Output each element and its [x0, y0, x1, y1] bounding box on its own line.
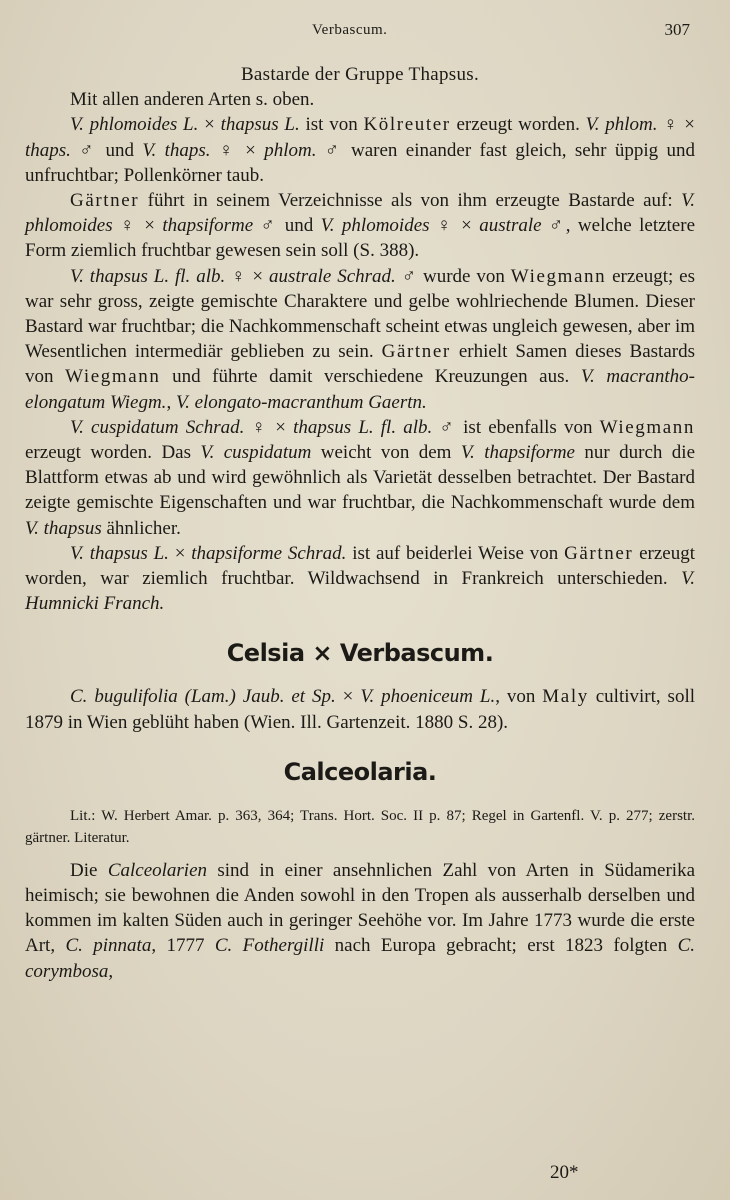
- taxon-name: V. phlomoides: [25, 190, 695, 237]
- taxon-name: australe: [479, 215, 542, 237]
- person-name: Wiegmann: [599, 416, 695, 438]
- taxon-name: thaps.: [25, 139, 71, 161]
- text-run: , von: [495, 686, 543, 708]
- running-title: Verbascum.: [312, 22, 388, 38]
- text-run: ♂ ist ebenfalls von: [432, 416, 600, 438]
- taxon-name: V. thapsus L. fl. alb.: [70, 265, 226, 287]
- text-run: Die: [70, 859, 108, 881]
- taxon-name: V. thapsiforme: [460, 442, 575, 464]
- taxon-name: thapsus L. fl. alb.: [293, 416, 433, 438]
- paragraph-calceolarien: [25, 858, 695, 984]
- text-run: erhielt Samen dieses Bastards von: [25, 341, 695, 388]
- taxon-name: V. cuspidatum Schrad.: [70, 416, 245, 438]
- text-run: ♂ und: [70, 139, 143, 161]
- paragraph-celsia: [25, 684, 695, 734]
- taxon-name: thapsiforme Schrad.: [191, 542, 347, 564]
- cross-sign: ×: [198, 114, 221, 136]
- taxon-name: Calceolarien: [107, 859, 208, 881]
- text-run: weicht von dem: [311, 442, 461, 464]
- text-run: ♂ waren einander fast gleich, sehr üppig und unfruchtbar; Pollenkörner taub.: [25, 139, 695, 186]
- paragraph-thapsus-australe: [25, 264, 695, 415]
- text-run: ist von: [299, 114, 364, 136]
- paragraph-phlomoides: [25, 112, 695, 188]
- taxon-name: thapsiforme: [162, 215, 254, 237]
- taxon-name: V. phoeniceum L.: [360, 686, 496, 708]
- text-run: erzeugt worden, war ziemlich fruchtbar. Wildwachsend in Frankreich unterschieden.: [25, 542, 696, 590]
- text-run: ähnlicher.: [101, 517, 181, 539]
- text-run: sind in einer ansehnlichen Zahl von Arten in Südamerika heimisch; sie bewohnen die Anden sowohl in den Tropen als ausserhalb derselben und kommen im kalten Süden auch in geringer Seehöhe vor. Im Jahre 1773 wurde die erste Art,: [25, 859, 696, 957]
- section-heading-calceolaria: Calceolaria.: [283, 757, 437, 786]
- text-run: ,: [108, 960, 114, 982]
- section-heading-thapsus: Bastarde der Gruppe Thapsus.: [240, 64, 480, 85]
- taxon-name: V. phlomoides: [320, 215, 430, 237]
- taxon-name: V. thaps.: [142, 139, 211, 161]
- taxon-name: C. bugulifolia (Lam.) Jaub. et Sp.: [70, 686, 336, 708]
- text-run: erzeugt worden.: [450, 114, 586, 136]
- taxon-name: V. elongato-macranthum Gaertn.: [175, 391, 427, 413]
- taxon-name: V. macrantho-elongatum Wiegm.: [25, 366, 696, 413]
- taxon-name: V. cuspidatum: [200, 442, 312, 464]
- text-run: cultivirt, soll 1879 in Wien geblüht haben (Wien. Ill. Gartenzeit. 1880 S. 28).: [25, 686, 696, 733]
- text-run: erzeugt worden. Das: [25, 442, 201, 464]
- taxon-name: thapsus L.: [220, 114, 300, 136]
- text-run: nur durch die Blattform etwas ab und wird gewöhnlich als Varietät desselben betrachtet. Der Bastard zeigte gemischte Eigenschaften und war fruchtbar, die Nachkommenschaft wurde dem: [25, 442, 696, 514]
- text-run: ♂, welche letztere Form ziemlich fruchtbar gewesen sein soll (S. 388).: [25, 215, 696, 262]
- taxon-name: V. thapsus: [25, 517, 102, 539]
- text-run: ♀ ×: [429, 215, 480, 237]
- person-name: Maly: [542, 686, 589, 708]
- person-name: Gärtner: [381, 341, 451, 363]
- paragraph-thapsiforme: [25, 541, 695, 617]
- taxon-name: V. phlom.: [585, 114, 658, 136]
- person-name: Kölreuter: [363, 114, 451, 136]
- taxon-name: australe Schrad.: [269, 265, 396, 287]
- taxon-name: C. Fothergilli: [214, 935, 325, 957]
- text-run: ♀ ×: [210, 139, 265, 161]
- text-run: führt in seinem Verzeichnisse als von ihm erzeugte Bastarde auf:: [139, 190, 682, 212]
- person-name: Wiegmann: [510, 265, 607, 287]
- text-run: ♀ ×: [112, 215, 163, 237]
- taxon-name: C. corymbosa: [25, 935, 696, 982]
- running-head: [0, 20, 730, 44]
- text-run: nach Europa gebracht; erst 1823 folgten: [324, 935, 678, 957]
- text-run: ♀ ×: [244, 416, 294, 438]
- page-content: [25, 62, 695, 984]
- text-run: ♀ ×: [225, 265, 270, 287]
- taxon-name: V. phlomoides L.: [70, 114, 199, 136]
- paragraph-gaertner: [25, 188, 695, 264]
- text-run: und führte damit verschiedene Kreuzungen aus.: [160, 366, 581, 388]
- page-number: 307: [664, 20, 690, 39]
- taxon-name: phlom.: [264, 139, 317, 161]
- text-run: ♂ wurde von: [395, 265, 511, 287]
- text-run: ♀ ×: [657, 114, 696, 136]
- section-heading-celsia: Celsia × Verbascum.: [226, 639, 494, 668]
- text-run: ♂ und: [253, 215, 321, 237]
- signature-mark: 20*: [550, 1162, 579, 1183]
- cross-sign: ×: [168, 542, 192, 564]
- section-intro: Mit allen anderen Arten s. oben.: [70, 89, 315, 111]
- text-run: ist auf beiderlei Weise von: [346, 542, 565, 564]
- paragraph-cuspidatum: [25, 415, 695, 541]
- taxon-name: V. Humnicki Franch.: [25, 568, 695, 615]
- text-run: , 1777: [151, 935, 215, 957]
- text-run: erzeugt; es war sehr gross, zeigte gemischte Charaktere und gelbe wohlriechende Blumen. Dieser Bastard war fruchtbar; die Nachkommenschaft scheint etwas ungleich gewesen, aber im Wesentlichen intermediär geblieben zu sein.: [25, 265, 696, 363]
- taxon-name: C. pinnata: [65, 935, 152, 957]
- person-name: Wiegmann: [65, 366, 161, 388]
- person-name: Gärtner: [564, 542, 634, 564]
- cross-sign: ×: [335, 686, 361, 708]
- literature-references: Lit.: W. Herbert Amar. p. 363, 364; Trans. Hort. Soc. II p. 87; Regel in Gartenfl. V. p. 277; zerstr. gärtner. Literatur.: [25, 807, 695, 846]
- person-name: Gärtner: [70, 190, 140, 212]
- text-run: ,: [166, 391, 176, 413]
- taxon-name: V. thapsus L.: [70, 542, 169, 564]
